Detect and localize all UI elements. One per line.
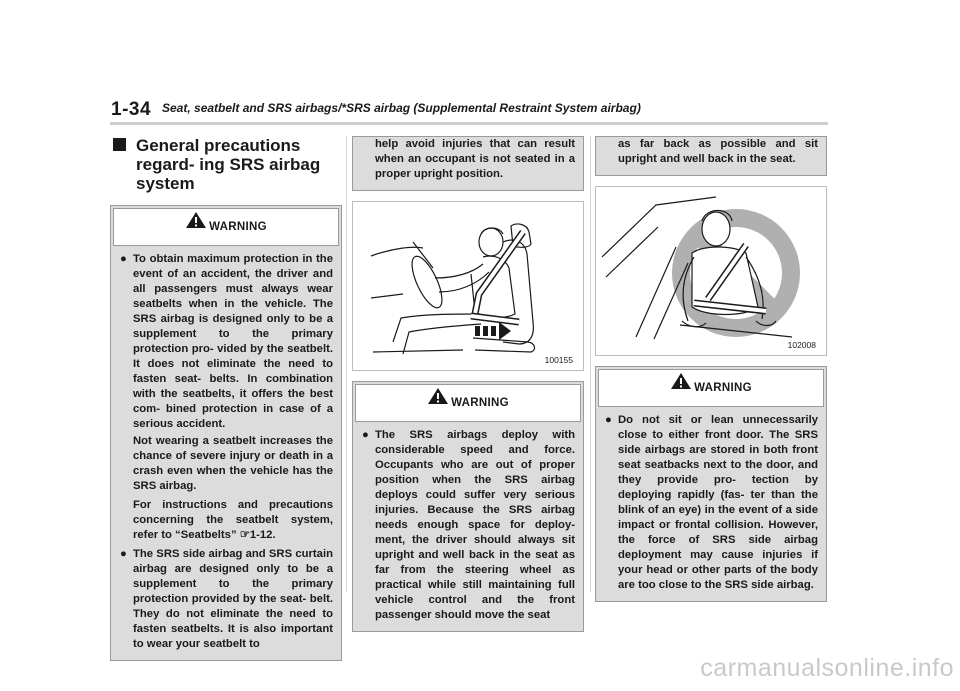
section-square-icon: [113, 138, 126, 151]
warning-header: [355, 384, 581, 422]
column-3: [595, 136, 827, 602]
warning-triangle-icon: [670, 372, 692, 390]
bullet-dot: ●: [120, 253, 127, 265]
warning-continuation: [595, 136, 827, 176]
figure-passenger-seated: [595, 186, 827, 356]
section-heading-text: General precautions regard- ing SRS airbag system: [136, 136, 321, 193]
page-number: 1-34: [111, 99, 152, 120]
continuation-text: help avoid injuries that can result when an occupant is not seated in a proper upright position.: [375, 138, 575, 180]
column-2: [352, 136, 584, 632]
header-rule: [110, 122, 828, 125]
warning-body: [353, 422, 583, 631]
warning-bullet: [119, 252, 333, 432]
driver-illustration: [353, 202, 583, 370]
figure-code: 100155: [544, 355, 573, 365]
warning-label: WARNING: [694, 382, 752, 394]
warning-continuation: [352, 136, 584, 191]
warning-text: The SRS side airbag and SRS curtain airbag are designed only to be a supplement to the primary protection provided by the seat- belt. They do not eliminate the need to fasten seatbelts. It is also important to wear your seatbelt to: [133, 548, 333, 650]
passenger-illustration: [596, 187, 826, 355]
warning-body: [111, 246, 341, 660]
warning-body: [596, 407, 826, 601]
chapter-title: Seat, seatbelt and SRS airbags/*SRS airbag (Supplemental Restraint System airbag): [162, 101, 641, 115]
continuation-text: as far back as possible and sit upright and well back in the seat.: [618, 138, 818, 165]
page-header: [0, 0, 960, 130]
warning-bullet: [119, 547, 333, 652]
figure-code: 102008: [787, 340, 816, 350]
warning-box: [110, 205, 342, 661]
watermark: carmanualsonline.info: [700, 654, 954, 682]
warning-triangle-icon: [185, 211, 207, 229]
warning-triangle-icon: [427, 387, 449, 405]
warning-text: To obtain maximum protection in the event of an accident, the driver and all passengers must always wear seatbelts when in the vehicle. The SRS airbag is designed only to be a supplement to the primary protection pro- vided by the seatbelt. It does not eliminate the need to fasten seat- belts. In combination with the seatbelts, it offers the best com- bined protection in case of a serious accident.: [133, 253, 333, 430]
bullet-dot: ●: [120, 548, 127, 560]
column-divider: [590, 136, 591, 592]
warning-bullet: [604, 413, 818, 593]
warning-box: [352, 381, 584, 632]
column-1: [110, 136, 342, 661]
warning-label: WARNING: [209, 221, 267, 233]
section-heading: [110, 136, 342, 193]
warning-header: [598, 369, 824, 407]
bullet-dot: ●: [605, 414, 612, 426]
warning-text: The SRS airbags deploy with considerable speed and force. Occupants who are out of proper position when the SRS airbag deploys could suffer very serious injuries. Because the SRS airbag needs enough space for deploy- ment, the driver should always sit upright and well back in the seat as far from the steering wheel as practical while still maintaining full vehicle control and the front passenger should move the seat: [375, 429, 575, 621]
bullet-dot: ●: [362, 429, 369, 441]
warning-paragraph: For instructions and precautions concerning the seatbelt system, refer to “Seatbelts” ☞1-12.: [133, 499, 333, 541]
column-divider: [346, 136, 347, 592]
warning-bullet: [361, 428, 575, 623]
warning-text: Do not sit or lean unnecessarily close to either front door. The SRS side airbags are stored in both front seat seatbacks next to the door, and they provide pro- tection by deploying rapidly (fas- ter than the blink of an eye) in the event of a side impact or frontal collision. However, the force of SRS side airbag deployment may cause injuries if your head or other parts of the body are too close to the SRS side airbag.: [618, 414, 818, 591]
figure-driver-seated: [352, 201, 584, 371]
warning-box: [595, 366, 827, 602]
warning-header: [113, 208, 339, 246]
warning-label: WARNING: [451, 397, 509, 409]
warning-paragraph: Not wearing a seatbelt increases the chance of severe injury or death in a crash even when the vehicle has the SRS airbag.: [133, 435, 333, 492]
